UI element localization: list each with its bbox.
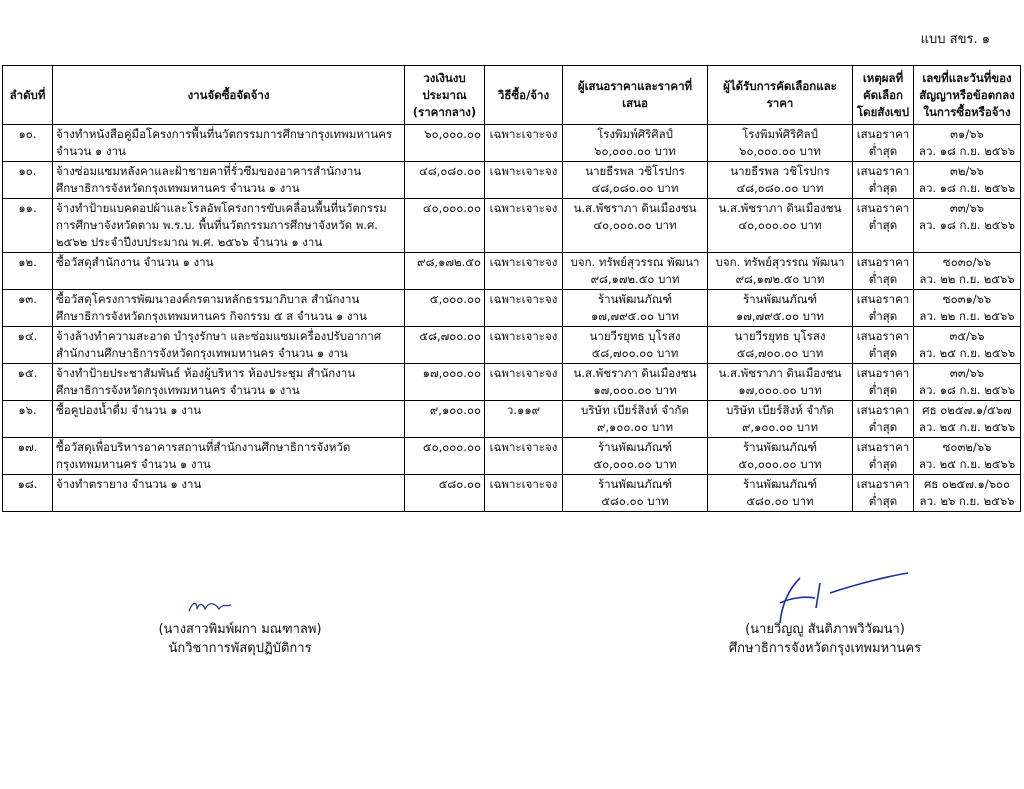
- selected-vendor-line: ๑๗,๐๐๐.๐๐ บาท: [738, 383, 822, 397]
- table-row: [3, 438, 1021, 475]
- selected-vendor-line: บริษัท เบียร์สิงห์ จำกัด: [726, 403, 834, 417]
- contract-number-date-line: ๓๒/๖๖: [950, 164, 984, 178]
- task-description-line: จ้างทำหนังสือคู่มือโครงการพื้นที่นวัตกรรมการศึกษากรุงเทพมหานคร: [56, 127, 393, 141]
- bidder-and-price: [563, 475, 708, 512]
- contract-number-date-line: ซ๐๓๐/๖๖: [942, 255, 992, 269]
- selected-vendor-line: ๑๗,๗๙๕.๐๐ บาท: [735, 309, 825, 323]
- contract-number-date-line: ลว. ๑๘ ก.ย. ๒๕๖๖: [918, 383, 1016, 397]
- bidder-and-price-line: ๔๘,๐๘๐.๐๐ บาท: [591, 181, 679, 195]
- bidder-and-price: [563, 401, 708, 438]
- initials-signature: [185, 597, 245, 617]
- selected-vendor-line: ร้านพัฒนภัณฑ์: [742, 440, 818, 454]
- task-description-line: ซื้อวัสดุสำนักงาน จำนวน ๑ งาน: [56, 255, 214, 269]
- header-budget: วงเงินงบประมาณ (ราคากลาง): [405, 66, 485, 125]
- procurement-method: เฉพาะเจาะจง: [485, 125, 563, 162]
- selection-reason-line: เสนอราคา: [856, 403, 910, 417]
- selection-reason: [853, 162, 914, 199]
- selection-reason-line: ต่ำสุด: [868, 218, 898, 232]
- procurement-table: [2, 65, 1021, 512]
- table-row: [3, 162, 1021, 199]
- bidder-and-price-line: นายธีรพล วชิโรปกร: [585, 164, 685, 178]
- selection-reason: [853, 475, 914, 512]
- selected-vendor: [708, 475, 853, 512]
- task-description-line: การศึกษาจังหวัดตาม พ.ร.บ. พื้นที่นวัตกรรมการศึกษาจังหวัด พ.ศ.: [56, 218, 378, 232]
- task-description-line: จ้างซ่อมแซมหลังคาและฝ้าชายคาที่รั่วซึมของอาคารสำนักงาน: [56, 164, 362, 178]
- bidder-and-price-line: น.ส.พัชราภา ดินเมืองชน: [573, 201, 697, 215]
- task-description-line: สำนักงานศึกษาธิการจังหวัดกรุงเทพมหานคร จำนวน ๑ งาน: [56, 346, 348, 360]
- contract-number-date: [914, 253, 1021, 290]
- table-body: [3, 125, 1021, 512]
- task-description-line: จ้างทำป้ายประชาสัมพันธ์ ห้องผู้บริหาร ห้องประชุม สำนักงาน: [56, 366, 356, 380]
- budget-amount: ๕๐,๐๐๐.๐๐: [405, 438, 485, 475]
- bidder-and-price-line: ร้านพัฒนภัณฑ์: [597, 292, 673, 306]
- contract-number-date-line: ลว. ๒๒ ก.ย. ๒๕๖๖: [919, 272, 1015, 286]
- bidder-and-price-line: ๔๐,๐๐๐.๐๐ บาท: [593, 218, 677, 232]
- bidder-and-price-line: ๑๗,๗๙๕.๐๐ บาท: [590, 309, 680, 323]
- row-number: ๑๗.: [3, 438, 53, 475]
- selected-vendor-line: นายธีรพล วชิโรปกร: [730, 164, 830, 178]
- procurement-method: ว.๑๑๙: [485, 401, 563, 438]
- procurement-method: เฉพาะเจาะจง: [485, 199, 563, 253]
- selected-vendor: [708, 401, 853, 438]
- table-row: [3, 401, 1021, 438]
- budget-amount: ๕๘๐.๐๐: [405, 475, 485, 512]
- budget-amount: ๔๐,๐๐๐.๐๐: [405, 199, 485, 253]
- selected-vendor-line: นายวีรยุทธ บุโรสง: [734, 329, 826, 343]
- budget-amount: ๑๗,๐๐๐.๐๐: [405, 364, 485, 401]
- procurement-method: เฉพาะเจาะจง: [485, 162, 563, 199]
- selection-reason: [853, 253, 914, 290]
- contract-number-date: [914, 199, 1021, 253]
- contract-number-date-line: ๓๓/๖๖: [949, 366, 985, 380]
- contract-number-date: [914, 438, 1021, 475]
- task-description: [53, 327, 405, 364]
- budget-amount: ๙,๑๐๐.๐๐: [405, 401, 485, 438]
- task-description-line: ศึกษาธิการจังหวัดกรุงเทพมหานคร จำนวน ๑ งาน: [56, 181, 300, 195]
- selected-vendor-line: โรงพิมพ์ศิริศิลป์: [742, 127, 818, 141]
- contract-number-date-line: ลว. ๒๕ ก.ย. ๒๕๖๖: [918, 346, 1016, 360]
- task-description: [53, 401, 405, 438]
- header-method: วิธีซื้อ/จ้าง: [485, 66, 563, 125]
- row-number: ๑๒.: [3, 253, 53, 290]
- task-description-line: กรุงเทพมหานคร จำนวน ๑ งาน: [56, 457, 211, 471]
- bidder-and-price-line: ๙๘,๑๗๒.๕๐ บาท: [590, 272, 680, 286]
- selected-vendor: [708, 290, 853, 327]
- selected-vendor-line: ร้านพัฒนภัณฑ์: [742, 292, 818, 306]
- selected-vendor-line: น.ส.พัชราภา ดินเมืองชน: [718, 366, 842, 380]
- contract-number-date: [914, 327, 1021, 364]
- selected-vendor: [708, 125, 853, 162]
- procurement-method: เฉพาะเจาะจง: [485, 364, 563, 401]
- contract-number-date: [914, 401, 1021, 438]
- bidder-and-price-line: น.ส.พัชราภา ดินเมืองชน: [573, 366, 697, 380]
- bidder-and-price-line: นายวีรยุทธ บุโรสง: [589, 329, 681, 343]
- row-number: ๑๐.: [3, 162, 53, 199]
- task-description-line: ๒๕๖๒ ประจำปีงบประมาณ พ.ศ. ๒๕๖๖ จำนวน ๑ งาน: [56, 235, 323, 249]
- selection-reason: [853, 199, 914, 253]
- selection-reason-line: ต่ำสุด: [868, 346, 898, 360]
- form-code: แบบ สขร. ๑: [920, 32, 990, 47]
- selection-reason-line: ต่ำสุด: [868, 144, 898, 158]
- contract-number-date-line: ซ๐๓๑/๖๖: [942, 292, 992, 306]
- budget-amount: ๖๐,๐๐๐.๐๐: [405, 125, 485, 162]
- bidder-and-price-line: ๙,๑๐๐.๐๐ บาท: [596, 420, 674, 434]
- bidder-and-price-line: บจก. ทรัพย์สุวรรณ พัฒนา: [570, 255, 700, 269]
- selection-reason-line: ต่ำสุด: [868, 494, 898, 508]
- task-description: [53, 199, 405, 253]
- contract-number-date: [914, 162, 1021, 199]
- header-selected: ผู้ได้รับการคัดเลือกและราคา: [708, 66, 853, 125]
- selection-reason-line: เสนอราคา: [856, 477, 910, 491]
- selection-reason-line: เสนอราคา: [856, 292, 910, 306]
- row-number: ๑๘.: [3, 475, 53, 512]
- task-description: [53, 475, 405, 512]
- bidder-and-price: [563, 364, 708, 401]
- contract-number-date-line: ลว. ๒๖ ก.ย. ๒๕๖๖: [919, 494, 1015, 508]
- selection-reason: [853, 438, 914, 475]
- selected-vendor-line: ๔๘,๐๘๐.๐๐ บาท: [736, 181, 824, 195]
- signer-right-name: (นายวิญญู สันติภาพวิวัฒนา): [745, 622, 905, 637]
- selected-vendor: [708, 199, 853, 253]
- selection-reason-line: ต่ำสุด: [868, 457, 898, 471]
- selected-vendor-line: บจก. ทรัพย์สุวรรณ พัฒนา: [715, 255, 845, 269]
- table-row: [3, 253, 1021, 290]
- table-row: [3, 475, 1021, 512]
- table-header-row: [3, 66, 1021, 125]
- task-description-line: จำนวน ๑ งาน: [56, 144, 126, 158]
- task-description-line: ซื้อวัสดุโครงการพัฒนาองค์กรตามหลักธรรมาภิบาล สำนักงาน: [56, 292, 360, 306]
- contract-number-date-line: ลว. ๑๘ ก.ย. ๒๕๖๖: [918, 218, 1016, 232]
- procurement-method: เฉพาะเจาะจง: [485, 253, 563, 290]
- task-description: [53, 290, 405, 327]
- table-row: [3, 327, 1021, 364]
- contract-number-date-line: ๓๓/๖๖: [949, 201, 985, 215]
- contract-number-date: [914, 125, 1021, 162]
- bidder-and-price-line: ๑๗,๐๐๐.๐๐ บาท: [593, 383, 677, 397]
- task-description: [53, 438, 405, 475]
- row-number: ๑๔.: [3, 327, 53, 364]
- procurement-method: เฉพาะเจาะจง: [485, 438, 563, 475]
- table-row: [3, 125, 1021, 162]
- selected-vendor: [708, 162, 853, 199]
- bidder-and-price: [563, 162, 708, 199]
- selection-reason-line: เสนอราคา: [856, 164, 910, 178]
- procurement-method: เฉพาะเจาะจง: [485, 290, 563, 327]
- selected-vendor: [708, 253, 853, 290]
- selection-reason-line: ต่ำสุด: [868, 383, 898, 397]
- task-description: [53, 125, 405, 162]
- contract-number-date-line: ศธ ๐๒๕๗.๑/๕๖๗: [922, 403, 1012, 417]
- table-row: [3, 199, 1021, 253]
- contract-number-date: [914, 290, 1021, 327]
- selection-reason: [853, 327, 914, 364]
- selection-reason-line: เสนอราคา: [856, 201, 910, 215]
- bidder-and-price: [563, 327, 708, 364]
- selected-vendor-line: น.ส.พัชราภา ดินเมืองชน: [718, 201, 842, 215]
- selected-vendor: [708, 327, 853, 364]
- contract-number-date: [914, 364, 1021, 401]
- selection-reason: [853, 364, 914, 401]
- bidder-and-price: [563, 199, 708, 253]
- contract-number-date-line: ซ๐๓๒/๖๖: [942, 440, 992, 454]
- contract-number-date: [914, 475, 1021, 512]
- selection-reason: [853, 290, 914, 327]
- task-description: [53, 364, 405, 401]
- selected-vendor-line: ๔๐,๐๐๐.๐๐ บาท: [738, 218, 822, 232]
- selection-reason-line: เสนอราคา: [856, 255, 910, 269]
- budget-amount: ๔๘,๐๘๐.๐๐: [405, 162, 485, 199]
- signer-left: [130, 620, 350, 658]
- bidder-and-price-line: ๕๘,๗๐๐.๐๐ บาท: [591, 346, 679, 360]
- selection-reason-line: ต่ำสุด: [868, 181, 898, 195]
- header-task: งานจัดซื้อจัดจ้าง: [53, 66, 405, 125]
- selected-vendor-line: ร้านพัฒนภัณฑ์: [742, 477, 818, 491]
- signer-left-position: นักวิชาการพัสดุปฏิบัติการ: [168, 641, 312, 656]
- task-description-line: จ้างล้างทำความสะอาด บำรุงรักษา และซ่อมแซมเครื่องปรับอากาศ: [56, 329, 382, 343]
- task-description-line: ศึกษาธิการจังหวัดกรุงเทพมหานคร จำนวน ๑ งาน: [56, 383, 300, 397]
- selected-vendor: [708, 364, 853, 401]
- bidder-and-price: [563, 290, 708, 327]
- row-number: ๑๕.: [3, 364, 53, 401]
- task-description: [53, 162, 405, 199]
- selection-reason-line: ต่ำสุด: [868, 309, 898, 323]
- selection-reason-line: เสนอราคา: [856, 366, 910, 380]
- bidder-and-price: [563, 253, 708, 290]
- row-number: ๑๑.: [3, 199, 53, 253]
- budget-amount: ๕,๐๐๐.๐๐: [405, 290, 485, 327]
- selection-reason-line: ต่ำสุด: [868, 420, 898, 434]
- table-row: [3, 290, 1021, 327]
- contract-number-date-line: ลว. ๒๕ ก.ย. ๒๕๖๖: [918, 420, 1016, 434]
- selection-reason-line: เสนอราคา: [856, 440, 910, 454]
- procurement-method: เฉพาะเจาะจง: [485, 327, 563, 364]
- task-description-line: ซื้อวัสดุเพื่อบริหารอาคารสถานที่สำนักงานศึกษาธิการจังหวัด: [56, 440, 351, 454]
- row-number: ๑๐.: [3, 125, 53, 162]
- bidder-and-price-line: ๕๘๐.๐๐ บาท: [601, 494, 669, 508]
- contract-number-date-line: ลว. ๑๘ ก.ย. ๒๕๖๖: [918, 144, 1016, 158]
- bidder-and-price: [563, 438, 708, 475]
- bidder-and-price-line: บริษัท เบียร์สิงห์ จำกัด: [581, 403, 689, 417]
- selected-vendor-line: ๕๘,๗๐๐.๐๐ บาท: [736, 346, 824, 360]
- row-number: ๑๖.: [3, 401, 53, 438]
- handwritten-signature: [760, 568, 910, 628]
- bidder-and-price-line: ร้านพัฒนภัณฑ์: [597, 477, 673, 491]
- header-reason: เหตุผลที่คัดเลือกโดยสังเขป: [853, 66, 914, 125]
- task-description-line: ซื้อคูปองน้ำดื่ม จำนวน ๑ งาน: [56, 403, 202, 417]
- selected-vendor: [708, 438, 853, 475]
- signer-right: [700, 620, 950, 658]
- bidder-and-price-line: ๖๐,๐๐๐.๐๐ บาท: [594, 144, 676, 158]
- selected-vendor-line: ๕๘๐.๐๐ บาท: [746, 494, 814, 508]
- budget-amount: ๙๘,๑๗๒.๕๐: [405, 253, 485, 290]
- bidder-and-price-line: โรงพิมพ์ศิริศิลป์: [597, 127, 673, 141]
- bidder-and-price-line: ร้านพัฒนภัณฑ์: [597, 440, 673, 454]
- selection-reason: [853, 125, 914, 162]
- contract-number-date-line: ลว. ๒๕ ก.ย. ๒๕๖๖: [918, 457, 1016, 471]
- contract-number-date-line: ๓๑/๖๖: [950, 127, 984, 141]
- selection-reason-line: เสนอราคา: [856, 127, 910, 141]
- header-contract: เลขที่และวันที่ของสัญญาหรือข้อตกลงในการซื้อหรือจ้าง: [914, 66, 1021, 125]
- procurement-method: เฉพาะเจาะจง: [485, 475, 563, 512]
- selection-reason-line: ต่ำสุด: [868, 272, 898, 286]
- header-bidder: ผู้เสนอราคาและราคาที่เสนอ: [563, 66, 708, 125]
- signer-left-name: (นางสาวพิมพ์ผกา มณฑาลพ): [158, 622, 322, 637]
- task-description-line: จ้างทำตรายาง จำนวน ๑ งาน: [56, 477, 202, 491]
- contract-number-date-line: ลว. ๑๘ ก.ย. ๒๕๖๖: [918, 181, 1016, 195]
- task-description-line: จ้างทำป้ายแบคดอปผ้าและโรลอัพโครงการขับเคลื่อนพื้นที่นวัตกรรม: [56, 201, 387, 215]
- selected-vendor-line: ๙,๑๐๐.๐๐ บาท: [741, 420, 819, 434]
- header-no: ลำดับที่: [3, 66, 53, 125]
- selection-reason: [853, 401, 914, 438]
- task-description: [53, 253, 405, 290]
- row-number: ๑๓.: [3, 290, 53, 327]
- task-description-line: ศึกษาธิการจังหวัดกรุงเทพมหานคร กิจกรรม ๕ ส จำนวน ๑ งาน: [56, 309, 367, 323]
- budget-amount: ๕๘,๗๐๐.๐๐: [405, 327, 485, 364]
- selected-vendor-line: ๙๘,๑๗๒.๕๐ บาท: [735, 272, 825, 286]
- selected-vendor-line: ๕๐,๐๐๐.๐๐ บาท: [738, 457, 822, 471]
- selection-reason-line: เสนอราคา: [856, 329, 910, 343]
- table-row: [3, 364, 1021, 401]
- contract-number-date-line: ลว. ๒๒ ก.ย. ๒๕๖๖: [919, 309, 1015, 323]
- selected-vendor-line: ๖๐,๐๐๐.๐๐ บาท: [739, 144, 821, 158]
- bidder-and-price-line: ๕๐,๐๐๐.๐๐ บาท: [593, 457, 677, 471]
- contract-number-date-line: ศธ ๐๒๕๗.๑/๖๐๐: [923, 477, 1011, 491]
- contract-number-date-line: ๓๕/๖๖: [949, 329, 985, 343]
- signer-right-position: ศึกษาธิการจังหวัดกรุงเทพมหานคร: [728, 641, 922, 656]
- bidder-and-price: [563, 125, 708, 162]
